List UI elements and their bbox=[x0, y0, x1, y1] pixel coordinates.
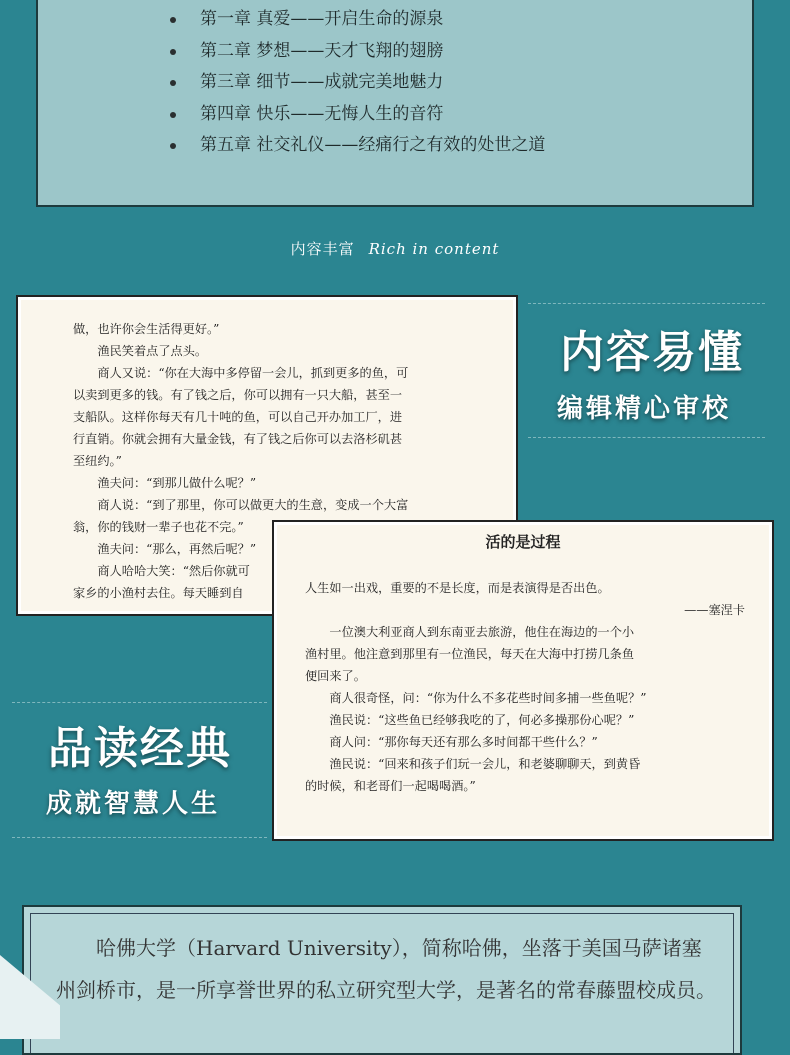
quote-author: ——塞涅卡 bbox=[684, 603, 745, 617]
divider bbox=[528, 303, 765, 304]
section-heading-en: Rich in content bbox=[368, 240, 500, 258]
text-line: 商人又说：“你在大海中多停留一会儿，抓到更多的鱼，可 bbox=[97, 366, 409, 380]
text-line: 渔民笑着点了点头。 bbox=[97, 344, 208, 358]
bullet-icon bbox=[170, 80, 176, 86]
section-heading-cn: 内容丰富 bbox=[290, 240, 355, 258]
text-line: 家乡的小渔村去住。每天睡到自 bbox=[73, 586, 244, 600]
chapter-item: 第二章 梦想——天才飞翔的翅膀 bbox=[168, 36, 545, 68]
bullet-icon bbox=[170, 112, 176, 118]
text-line: 渔夫问：“到那儿做什么呢？” bbox=[97, 476, 257, 490]
chapter-item: 第三章 细节——成就完美地魅力 bbox=[168, 67, 545, 99]
chapter-list bbox=[168, 4, 545, 162]
text-line: 一位澳大利亚商人到东南亚去旅游，他住在海边的一个小 bbox=[329, 625, 635, 639]
description-panel bbox=[22, 905, 742, 1055]
book-page-preview-2 bbox=[274, 522, 772, 839]
text-line: 的时候，和老哥们一起喝喝酒。” bbox=[305, 779, 476, 793]
text-line: 商人很奇怪，问：“你为什么不多花些时间多捕一些鱼呢？” bbox=[329, 691, 647, 705]
page-text bbox=[305, 577, 745, 797]
text-line: 至纽约。” bbox=[73, 454, 122, 468]
text-line: 做，也许你会生活得更好。” bbox=[73, 322, 220, 336]
description-text: 哈佛大学（Harvard University），简称哈佛，坐落于美国马萨诸塞州剑桥市，是一所享誉世界的私立研究型大学，是著名的常春藤盟校成员。 bbox=[56, 936, 716, 1002]
feature-title-classic: 品读经典 bbox=[48, 723, 232, 774]
text-line: 便回来了。 bbox=[305, 669, 366, 683]
divider bbox=[12, 702, 267, 703]
section-heading bbox=[0, 238, 790, 259]
chapter-item: 第四章 快乐——无悔人生的音符 bbox=[168, 99, 545, 131]
text-line: 渔民说：“回来和孩子们玩一会儿，和老婆聊聊天，到黄昏 bbox=[329, 757, 641, 771]
text-line: 行直销。你就会拥有大量金钱，有了钱之后你可以去洛杉矶甚 bbox=[73, 432, 403, 446]
text-line: 支船队。这样你每天有几十吨的鱼，可以自己开办加工厂，进 bbox=[73, 410, 403, 424]
divider bbox=[528, 437, 765, 438]
text-line: 以卖到更多的钱。有了钱之后，你可以拥有一只大船，甚至一 bbox=[73, 388, 403, 402]
feature-title-easy: 内容易懂 bbox=[560, 327, 744, 378]
text-line: 商人问：“那你每天还有那么多时间都干些什么？” bbox=[329, 735, 598, 749]
quote-line: 人生如一出戏，重要的不是长度，而是表演得是否出色。 bbox=[305, 581, 610, 595]
chapter-item: 第一章 真爱——开启生命的源泉 bbox=[168, 4, 545, 36]
feature-subtitle-edited: 编辑精心审校 bbox=[557, 394, 732, 424]
text-line: 商人说：“到了那里，你可以做更大的生意，变成一个大富 bbox=[97, 498, 409, 512]
divider bbox=[12, 837, 267, 838]
page-title: 活的是过程 bbox=[485, 533, 561, 551]
text-line: 翁，你的钱财一辈子也花不完。” bbox=[73, 520, 244, 534]
chapter-item: 第五章 社交礼仪——经痛行之有效的处世之道 bbox=[168, 130, 545, 162]
bullet-icon bbox=[170, 49, 176, 55]
bullet-icon bbox=[170, 143, 176, 149]
text-line: 渔夫问：“那么，再然后呢？” bbox=[97, 542, 257, 556]
feature-subtitle-wisdom: 成就智慧人生 bbox=[46, 789, 221, 819]
bullet-icon bbox=[170, 17, 176, 23]
text-line: 渔民说：“这些鱼已经够我吃的了，何必多操那份心呢？” bbox=[329, 713, 635, 727]
chapter-list-panel bbox=[36, 0, 754, 207]
text-line: 渔村里。他注意到那里有一位渔民，每天在大海中打捞几条鱼 bbox=[305, 647, 635, 661]
text-line: 商人哈哈大笑：“然后你就可 bbox=[97, 564, 250, 578]
